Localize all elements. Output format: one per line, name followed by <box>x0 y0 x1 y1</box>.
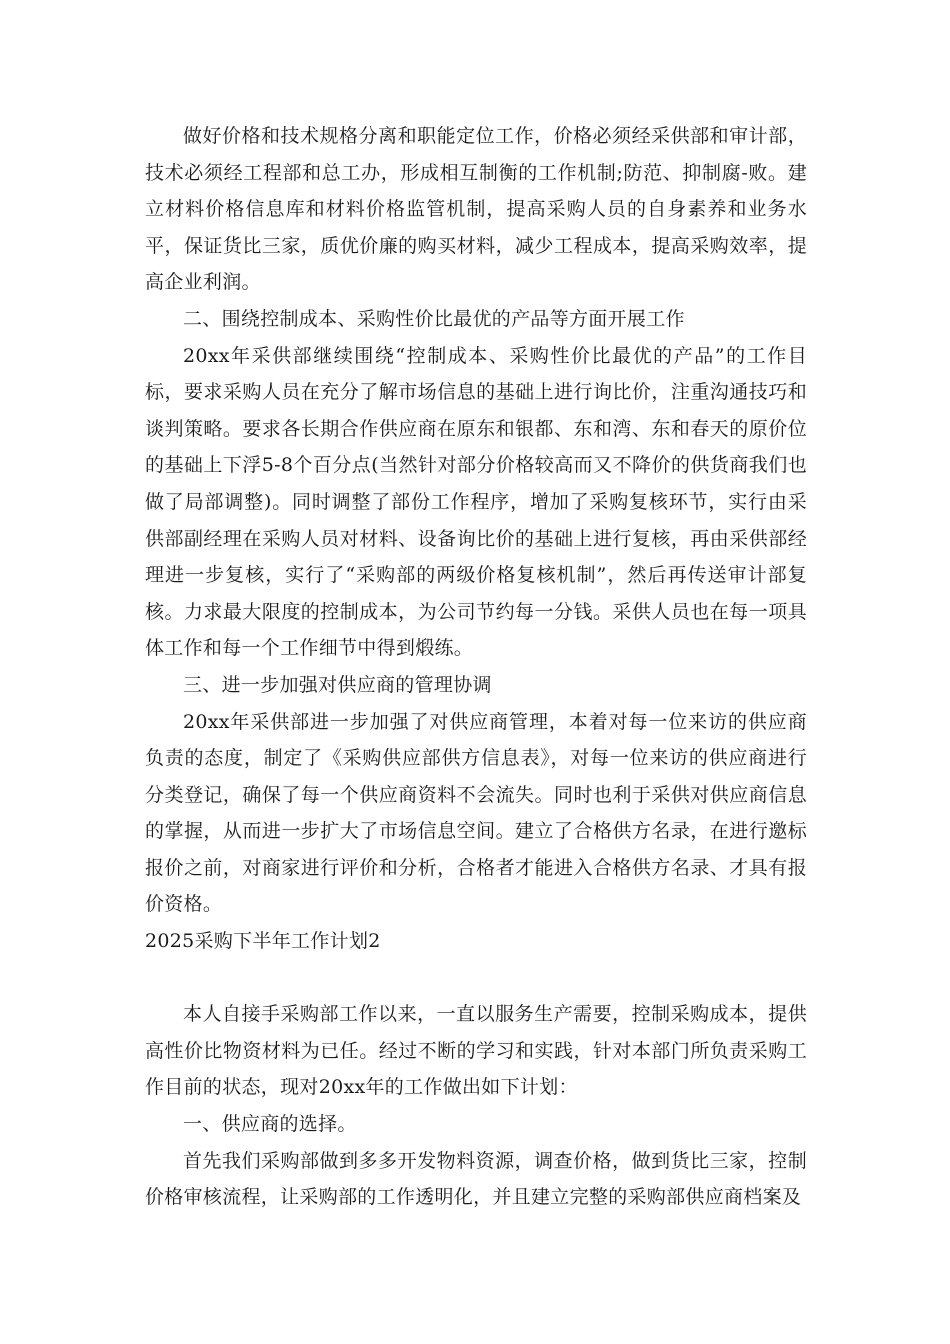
paragraph-supplier-management: 20xx年采供部进一步加强了对供应商管理，本着对每一位来访的供应商负责的态度，制定了《采购供应部供方信息表》，对每一位来访的供应商进行分类登记，确保了每一个供应商资料不会流失。同时也利于采供对供应商信息的掌握，从而进一步扩大了市场信息空间。建立了合格供方名录，在进行邀标报价之前，对商家进行评价和分析，合格者才能进入合格供方名录、才具有报价资格。 <box>145 710 807 916</box>
document-page <box>145 118 807 1216</box>
document-title-plan-2: 2025采购下半年工作计划2 <box>145 930 381 953</box>
paragraph-plan-intro: 本人自接手采购部工作以来，一直以服务生产需要，控制采购成本，提供高性价比物资材料为已任。经过不断的学习和实践，针对本部门所负责采购工作目前的状态，现对20xx年的工作做出如下计划： <box>145 1003 807 1099</box>
paragraph-price-separation: 做好价格和技术规格分离和职能定位工作，价格必须经采供部和审计部，技术必须经工程部和总工办，形成相互制衡的工作机制;防范、抑制腐-败。建立材料价格信息库和材料价格监管机制，提高采购人员的自身素养和业务水平，保证货比三家，质优价廉的购买材料，减少工程成本，提高采购效率，提高企业利润。 <box>145 125 807 294</box>
section-heading-supplier-selection: 一、供应商的选择。 <box>183 1113 357 1136</box>
section-heading-supplier-management: 三、进一步加强对供应商的管理协调 <box>183 673 492 696</box>
paragraph-cost-control: 20xx年采供部继续围绕“控制成本、采购性价比最优的产品”的工作目标，要求采购人员在充分了解市场信息的基础上进行询比价，注重沟通技巧和谈判策略。要求各长期合作供应商在原东和银都、东和湾、东和春天的原价位的基础上下浮5-8个百分点(当然针对部分价格较高而又不降价的供货商我们也做了局部调整)。同时调整了部份工作程序，增加了采购复核环节，实行由采供部副经理在采购人员对材料、设备询比价的基础上进行复核，再由采供部经理进一步复核，实行了“采购部的两级价格复核机制”，然后再传送审计部复核。力求最大限度的控制成本，为公司节约每一分钱。采供人员也在每一项具体工作和每一个工作细节中得到煅练。 <box>145 344 807 660</box>
blank-line <box>145 960 807 997</box>
section-heading-cost-control: 二、围绕控制成本、采购性价比最优的产品等方面开展工作 <box>183 307 685 330</box>
paragraph-supplier-selection: 首先我们采购部做到多多开发物料资源，调查价格，做到货比三家，控制价格审核流程，让采购部的工作透明化，并且建立完整的采购部供应商档案及 <box>145 1149 807 1209</box>
